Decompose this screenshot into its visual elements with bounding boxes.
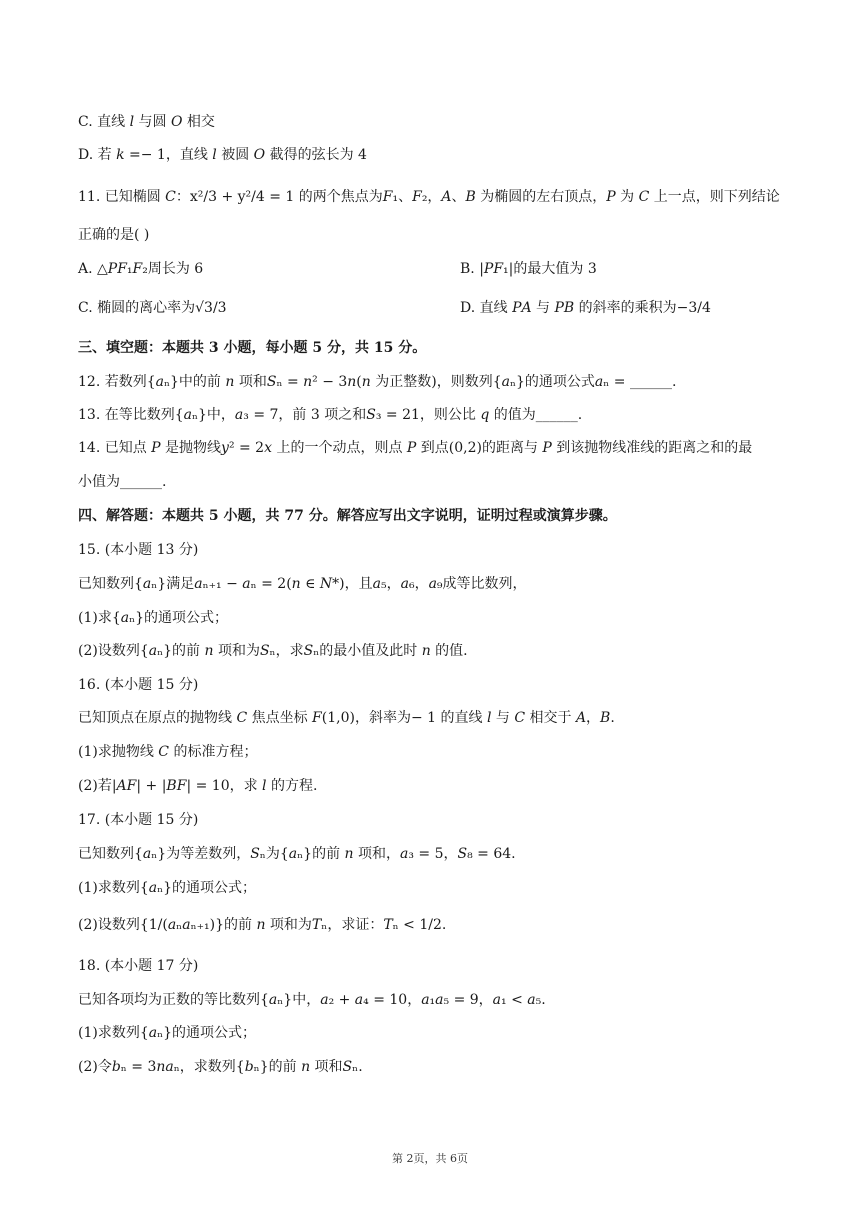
question-15-part-2: (2)设数列{𝑎ₙ}的前 𝑛 项和为𝑆ₙ，求𝑆ₙ的最小值及此时 𝑛 的值.	[78, 643, 468, 659]
question-17-part-2: (2)设数列{1/(𝑎ₙ𝑎ₙ₊₁)}的前 𝑛 项和为𝑇ₙ，求证：𝑇ₙ < 1/2.	[78, 917, 447, 933]
option-c: C. 椭圆的离心率为√3/3	[78, 300, 227, 316]
question-14-cont: 小值为______.	[78, 474, 167, 490]
question-15-part-1: (1)求{𝑎ₙ}的通项公式；	[78, 610, 229, 626]
question-17-stem: 已知数列{𝑎ₙ}为等差数列，𝑆ₙ为{𝑎ₙ}的前 𝑛 项和，𝑎₃ = 5，𝑆₈ = 64.	[78, 846, 516, 862]
question-14: 14. 已知点 𝑃 是抛物线𝑦² = 2𝑥 上的一个动点，则点 𝑃 到点(0,2)的距离与 𝑃 到该抛物线准线的距离之和的最	[78, 440, 753, 456]
question-12: 12. 若数列{𝑎ₙ}中的前 𝑛 项和𝑆ₙ = 𝑛² − 3𝑛(𝑛 为正整数)，则数列{𝑎ₙ}的通项公式𝑎ₙ = ______.	[78, 374, 677, 390]
section-4-heading: 四、解答题：本题共 5 小题，共 77 分。解答应写出文字说明，证明过程或演算步骤。	[78, 508, 617, 524]
question-11-options-ab	[78, 259, 800, 279]
question-11-stem: 11. 已知椭圆 𝐶：x²/3 + y²/4 = 1 的两个焦点为𝐹₁、𝐹₂，𝐴、𝐵 为椭圆的左右顶点，𝑃 为 𝐶 上一点，则下列结论	[78, 189, 780, 205]
line-c-option-q10: C. 直线 𝑙 与圆 𝑂 相交	[78, 114, 215, 130]
question-18-stem: 已知各项均为正数的等比数列{𝑎ₙ}中，𝑎₂ + 𝑎₄ = 10，𝑎₁𝑎₅ = 9，𝑎₁ < 𝑎₅.	[78, 992, 546, 1008]
question-18-part-1: (1)求数列{𝑎ₙ}的通项公式；	[78, 1025, 257, 1041]
option-a: A. △𝑃𝐹₁𝐹₂周长为 6	[78, 261, 204, 277]
line-d-option-q10: D. 若 𝑘 =− 1，直线 𝑙 被圆 𝑂 截得的弦长为 4	[78, 147, 367, 163]
question-11-options-cd	[78, 298, 800, 318]
question-17-part-1: (1)求数列{𝑎ₙ}的通项公式；	[78, 880, 257, 896]
question-13: 13. 在等比数列{𝑎ₙ}中，𝑎₃ = 7，前 3 项之和𝑆₃ = 21，则公比 𝑞 的值为______.	[78, 407, 583, 423]
question-17-header: 17. (本小题 15 分)	[78, 812, 199, 828]
question-16-part-1: (1)求抛物线 𝐶 的标准方程；	[78, 744, 258, 760]
question-16-stem: 已知顶点在原点的抛物线 𝐶 焦点坐标 𝐹(1,0)，斜率为− 1 的直线 𝑙 与 𝐶 相交于 𝐴，𝐵.	[78, 710, 615, 726]
page-footer: 第 2页，共 6页	[392, 1152, 468, 1165]
question-15-stem: 已知数列{𝑎ₙ}满足𝑎ₙ₊₁ − 𝑎ₙ = 2(𝑛 ∈ 𝑁*)，且𝑎₅，𝑎₆，𝑎₉成等比数列，	[78, 576, 527, 592]
option-b: B. |𝑃𝐹₁|的最大值为 3	[460, 261, 597, 277]
question-18-header: 18. (本小题 17 分)	[78, 958, 199, 974]
question-11-stem-cont: 正确的是( )	[78, 227, 150, 243]
option-d: D. 直线 𝑃𝐴 与 𝑃𝐵 的斜率的乘积为−3/4	[460, 300, 711, 316]
question-16-part-2: (2)若|𝐴𝐹| + |𝐵𝐹| = 10，求 𝑙 的方程.	[78, 778, 318, 794]
question-16-header: 16. (本小题 15 分)	[78, 677, 199, 693]
question-15-header: 15. (本小题 13 分)	[78, 542, 199, 558]
question-18-part-2: (2)令𝑏ₙ = 3𝑛𝑎ₙ，求数列{𝑏ₙ}的前 𝑛 项和𝑆ₙ.	[78, 1059, 363, 1075]
section-3-heading: 三、填空题：本题共 3 小题，每小题 5 分，共 15 分。	[78, 340, 427, 356]
